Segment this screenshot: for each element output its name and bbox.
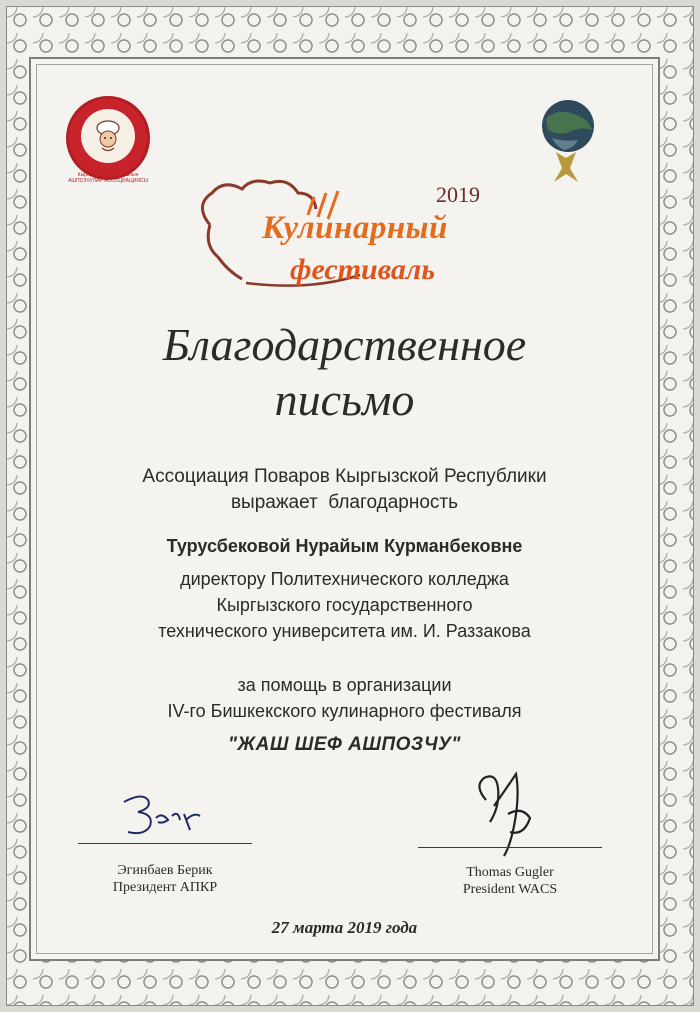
logo-caption-line2: АШПОЗЧУЛАР АССОЦИАЦИЯСЫ (68, 178, 148, 184)
festival-title-line2: фестиваль (290, 253, 436, 286)
right-signatory-name: Thomas Gugler (466, 865, 554, 880)
wacs-globe-logo (530, 96, 602, 186)
recipient-name: Турусбековой Нурайым Курманбековне (166, 536, 523, 556)
right-signature-line (418, 847, 602, 848)
logo-caption-line1: Кыргыз Республикасынын (77, 172, 139, 178)
association-line2: выражает благодарность (230, 492, 459, 513)
reason-line1: за помощь в организации (237, 675, 452, 695)
recipient-line1: директору Политехнического колледжа (180, 569, 509, 589)
left-signatory-name: Эгинбаев Берик (117, 863, 213, 878)
event-name: "ЖАШ ШЕФ АШПОЗЧУ" (228, 734, 461, 755)
certificate-title-line1: Благодарственное (162, 319, 527, 370)
reason-line2: IV-го Бишкекского кулинарного фестиваля (167, 701, 522, 721)
recipient-position (30, 566, 659, 644)
recipient-line2: Кыргызского государственного (216, 595, 473, 615)
left-signatory (78, 862, 252, 896)
chef-association-logo (66, 96, 150, 180)
left-signatory-role: Президент АПКР (112, 880, 218, 895)
issue-date: 27 марта 2019 года (271, 918, 418, 937)
left-signature-line (78, 843, 252, 844)
reason-text (30, 672, 659, 724)
recipient-line3: технического университета им. И. Раззакова (158, 621, 531, 641)
certificate-title-line2: письмо (274, 374, 415, 425)
logo-caption (60, 172, 156, 184)
right-signatory-role: President WACS (462, 882, 558, 897)
left-signature (98, 790, 218, 846)
association-line1: Ассоциация Поваров Кыргызской Республики (142, 466, 547, 487)
right-signatory (418, 864, 602, 898)
festival-title-line1: Кулинарный (262, 210, 448, 246)
association-statement (30, 464, 659, 516)
chef-icon (91, 119, 125, 153)
logo-inner-circle (81, 109, 135, 163)
festival-year: 2019 (436, 182, 480, 207)
